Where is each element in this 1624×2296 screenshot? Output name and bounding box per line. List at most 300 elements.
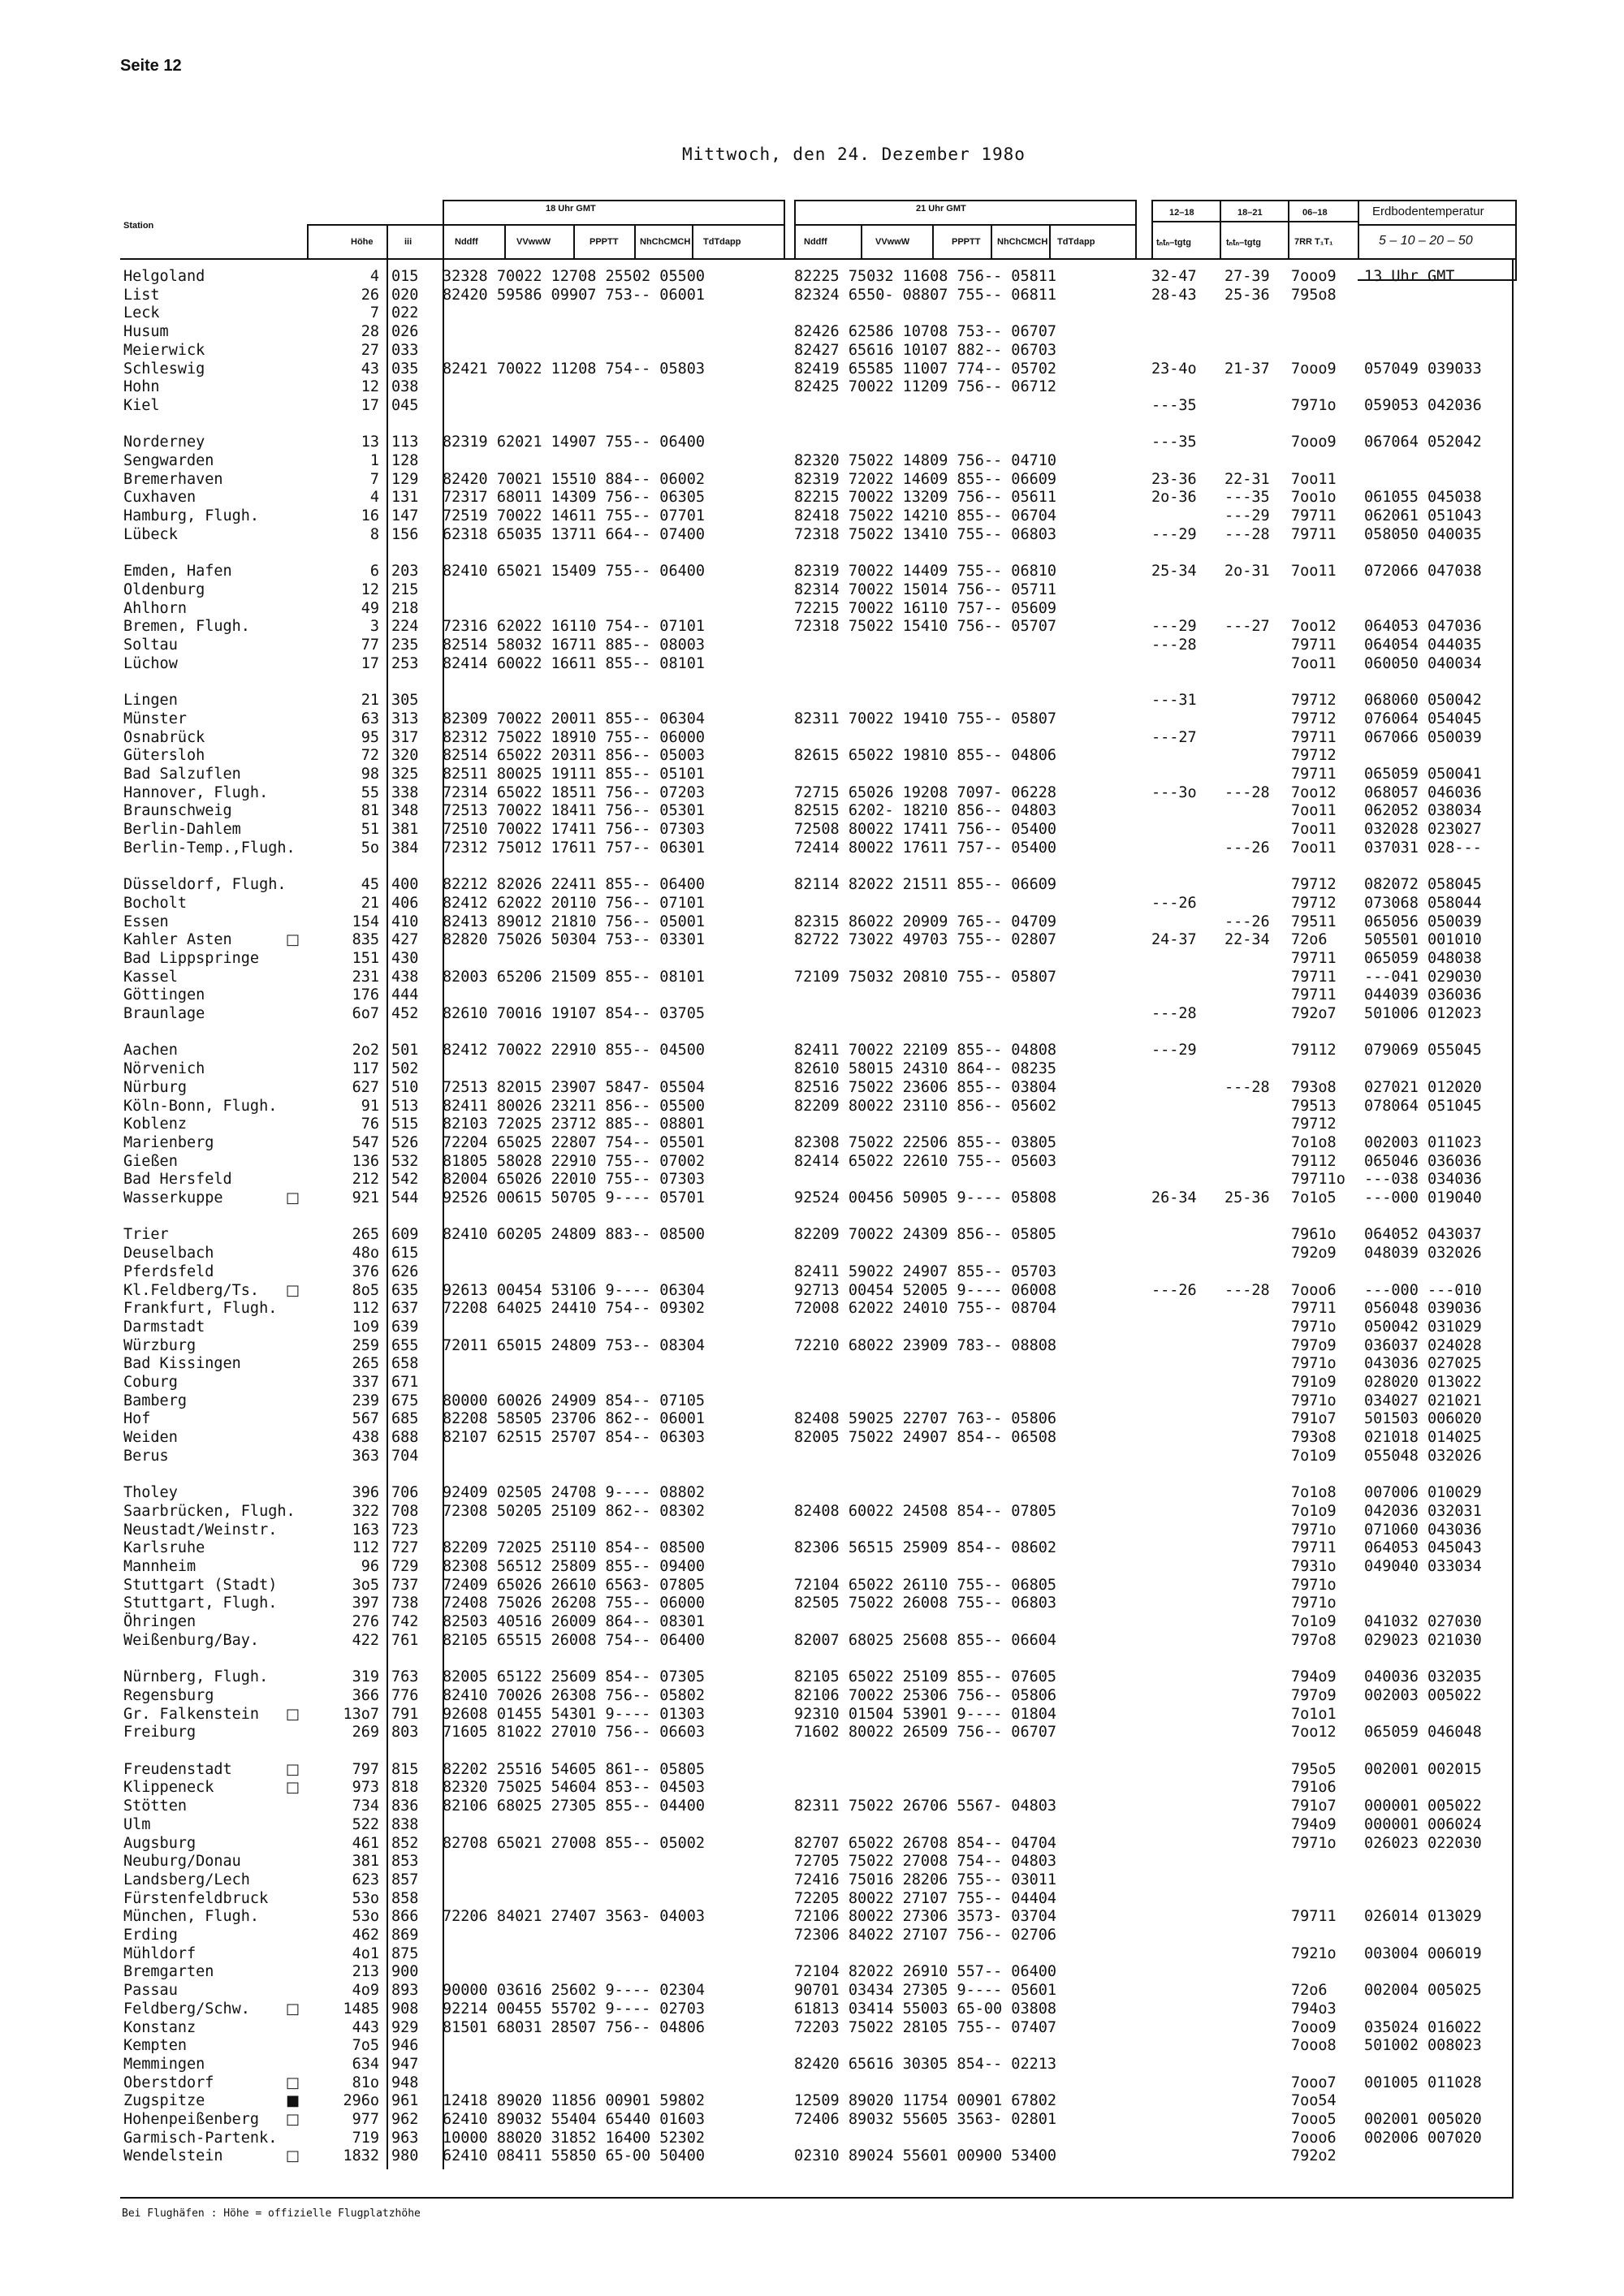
precip-06-18: 7o1o9: [1291, 1447, 1337, 1465]
precip-06-18: 7oo11: [1291, 839, 1337, 857]
obs-18-gmt: 32328 70022 12708 25502 05500: [443, 268, 706, 285]
station-name: Lübeck: [123, 525, 178, 543]
station-name: Oldenburg: [123, 580, 205, 598]
header-sub-06-18: 7RR T₁T₁: [1294, 237, 1333, 247]
obs-18-gmt: 72519 70022 14611 755-- 07701: [443, 507, 706, 525]
soil-temperature: 068060 050042: [1364, 692, 1482, 710]
obs-21-gmt: 72203 75022 28105 755-- 07407: [794, 2018, 1057, 2036]
station-number: 400: [391, 876, 419, 894]
temp-18-21: ---26: [1224, 839, 1270, 857]
soil-temperature: 037031 028---: [1364, 839, 1482, 857]
date-heading: Mittwoch, den 24. Dezember 198o: [682, 145, 1026, 164]
header-group-18: 18 Uhr GMT: [546, 204, 596, 214]
station-height: 1: [369, 452, 379, 469]
station-name: Kiel: [123, 396, 160, 414]
station-number: 708: [391, 1502, 419, 1520]
header-18-clouds: NhChCMCH: [640, 237, 691, 247]
station-name: Hohn: [123, 378, 160, 396]
station-height: 81o: [352, 2074, 379, 2091]
station-name: Trier: [123, 1226, 169, 1244]
rule: [784, 200, 785, 258]
obs-21-gmt: 92310 01504 53901 9---- 01804: [794, 1705, 1057, 1723]
station-number: 776: [391, 1686, 419, 1704]
station-name: List: [123, 286, 160, 304]
precip-06-18: 79712: [1291, 692, 1337, 710]
precip-06-18: 7971o: [1291, 1318, 1337, 1336]
station-number: 305: [391, 692, 419, 710]
rule: [932, 224, 934, 258]
temp-18-21: ---35: [1224, 489, 1270, 507]
station-height: 239: [352, 1392, 379, 1409]
station-name: Stuttgart (Stadt): [123, 1576, 278, 1594]
soil-temperature: 049040 033034: [1364, 1558, 1482, 1575]
obs-18-gmt: 92613 00454 53106 9---- 06304: [443, 1281, 706, 1299]
obs-21-gmt: 82315 86022 20909 765-- 04709: [794, 913, 1057, 930]
rule: [1049, 224, 1051, 258]
station-number: 235: [391, 637, 419, 654]
precip-06-18: 7971o: [1291, 1834, 1337, 1852]
station-name: Marienberg: [123, 1133, 214, 1151]
obs-21-gmt: 82408 59025 22707 763-- 05806: [794, 1410, 1057, 1428]
rule: [794, 200, 1135, 201]
obs-18-gmt: 12418 89020 11856 00901 59802: [443, 2092, 706, 2110]
rule: [443, 258, 444, 2169]
soil-temperature: 000001 005022: [1364, 1798, 1482, 1815]
mountain-station-marker: □: [286, 931, 300, 949]
station-height: 212: [352, 1171, 379, 1189]
station-name: Hannover, Flugh.: [123, 783, 269, 801]
station-name: Deuselbach: [123, 1245, 214, 1262]
station-number: 869: [391, 1927, 419, 1944]
station-name: Mannheim: [123, 1558, 197, 1575]
soil-temperature: 002006 007020: [1364, 2129, 1482, 2147]
station-name: Garmisch-Partenk.: [123, 2129, 278, 2147]
obs-21-gmt: 72416 75016 28206 755-- 03011: [794, 1871, 1057, 1888]
station-number: 639: [391, 1318, 419, 1336]
station-number: 626: [391, 1262, 419, 1280]
precip-06-18: 7971o: [1291, 1392, 1337, 1409]
rule: [307, 224, 443, 226]
station-name: Nürnberg, Flugh.: [123, 1668, 269, 1686]
station-number: 853: [391, 1853, 419, 1871]
obs-18-gmt: 82410 70026 26308 756-- 05802: [443, 1686, 706, 1704]
station-height: 49: [361, 599, 379, 617]
station-name: Erding: [123, 1927, 178, 1944]
soil-temperature: 064054 044035: [1364, 637, 1482, 654]
obs-18-gmt: 82410 60205 24809 883-- 08500: [443, 1226, 706, 1244]
precip-06-18: 7ooo7: [1291, 2074, 1337, 2091]
precip-06-18: 7ooo9: [1291, 268, 1337, 285]
obs-18-gmt: 62410 08411 55850 65-00 50400: [443, 2147, 706, 2165]
precip-06-18: 791o9: [1291, 1374, 1337, 1391]
station-name: Öhringen: [123, 1613, 197, 1631]
precip-06-18: 7oo12: [1291, 1724, 1337, 1741]
station-height: 12: [361, 378, 379, 396]
obs-18-gmt: 92409 02505 24708 9---- 08802: [443, 1484, 706, 1502]
station-name: Hof: [123, 1410, 151, 1428]
station-height: 13o7: [343, 1705, 379, 1723]
obs-21-gmt: 82209 70022 24309 856-- 05805: [794, 1226, 1057, 1244]
station-name: Nörvenich: [123, 1060, 205, 1078]
station-number: 637: [391, 1300, 419, 1318]
station-number: 513: [391, 1097, 419, 1115]
station-number: 430: [391, 949, 419, 967]
obs-21-gmt: 82311 70022 19410 755-- 05807: [794, 710, 1057, 727]
station-number: 156: [391, 525, 419, 543]
obs-18-gmt: 82107 62515 25707 854-- 06303: [443, 1429, 706, 1447]
station-height: 461: [352, 1834, 379, 1852]
precip-06-18: 7oo54: [1291, 2092, 1337, 2110]
precip-06-18: 79711: [1291, 637, 1337, 654]
precip-06-18: 795o5: [1291, 1760, 1337, 1778]
soil-temperature: 076064 054045: [1364, 710, 1482, 727]
station-number: 852: [391, 1834, 419, 1852]
soil-temperature: 040036 032035: [1364, 1668, 1482, 1686]
soil-temperature: 501503 006020: [1364, 1410, 1482, 1428]
station-number: 128: [391, 452, 419, 469]
station-number: 737: [391, 1576, 419, 1594]
precip-06-18: 793o8: [1291, 1429, 1337, 1447]
station-name: Bremerhaven: [123, 470, 223, 488]
station-number: 858: [391, 1889, 419, 1907]
soil-temperature: 007006 010029: [1364, 1484, 1482, 1502]
precip-06-18: 79711: [1291, 525, 1337, 543]
temp-18-21: 27-39: [1224, 268, 1270, 285]
station-height: 438: [352, 1429, 379, 1447]
obs-21-gmt: 82707 65022 26708 854-- 04704: [794, 1834, 1057, 1852]
precip-06-18: 794o9: [1291, 1815, 1337, 1833]
station-height: 17: [361, 396, 379, 414]
station-name: Ulm: [123, 1815, 151, 1833]
station-number: 900: [391, 1963, 419, 1981]
precip-06-18: 7oo11: [1291, 802, 1337, 820]
obs-21-gmt: 72705 75022 27008 754-- 04803: [794, 1853, 1057, 1871]
obs-18-gmt: 82412 70022 22910 855-- 04500: [443, 1042, 706, 1060]
station-height: 4o1: [352, 1944, 379, 1962]
station-number: 706: [391, 1484, 419, 1502]
precip-06-18: 79112: [1291, 1152, 1337, 1170]
soil-temperature: 13 Uhr GMT: [1364, 268, 1455, 285]
page-number: Seite 12: [120, 57, 182, 75]
rule: [692, 224, 693, 258]
temp-12-18: ---31: [1151, 692, 1197, 710]
precip-06-18: 79711: [1291, 507, 1337, 525]
precip-06-18: 7931o: [1291, 1558, 1337, 1575]
precip-06-18: 79711: [1291, 1300, 1337, 1318]
station-number: 317: [391, 728, 419, 746]
obs-18-gmt: 10000 88020 31852 16400 52302: [443, 2129, 706, 2147]
station-name: Düsseldorf, Flugh.: [123, 876, 287, 894]
precip-06-18: 7oo11: [1291, 470, 1337, 488]
obs-18-gmt: 92608 01455 54301 9---- 01303: [443, 1705, 706, 1723]
precip-06-18: 7o1o1: [1291, 1705, 1337, 1723]
station-number: 502: [391, 1060, 419, 1078]
station-height: 4o9: [352, 1982, 379, 2000]
station-number: 253: [391, 654, 419, 672]
station-number: 224: [391, 618, 419, 636]
station-number: 381: [391, 821, 419, 838]
station-name: Bremgarten: [123, 1963, 214, 1981]
station-height: 1485: [343, 2000, 379, 2018]
rule: [991, 224, 992, 258]
station-number: 427: [391, 931, 419, 949]
station-number: 723: [391, 1521, 419, 1539]
obs-18-gmt: 82412 62022 20110 756-- 07101: [443, 894, 706, 912]
station-name: Feldberg/Schw.: [123, 2000, 250, 2018]
header-soil-temp: Erdbodentemperatur: [1372, 205, 1484, 218]
station-name: Bad Hersfeld: [123, 1171, 232, 1189]
station-height: 26: [361, 286, 379, 304]
station-height: 6: [369, 563, 379, 580]
station-number: 452: [391, 1005, 419, 1022]
station-number: 685: [391, 1410, 419, 1428]
obs-21-gmt: 12509 89020 11754 00901 67802: [794, 2092, 1057, 2110]
obs-18-gmt: 82421 70022 11208 754-- 05803: [443, 360, 706, 378]
station-height: 136: [352, 1152, 379, 1170]
station-number: 609: [391, 1226, 419, 1244]
obs-18-gmt: 72011 65015 24809 753-- 08304: [443, 1336, 706, 1354]
station-name: Zugspitze: [123, 2092, 205, 2110]
station-name: Kahler Asten: [123, 931, 232, 949]
precip-06-18: 7961o: [1291, 1226, 1337, 1244]
obs-18-gmt: 82212 82026 22411 855-- 06400: [443, 876, 706, 894]
station-name: Bad Salzuflen: [123, 765, 241, 783]
station-height: 2o2: [352, 1042, 379, 1060]
soil-temperature: ---038 034036: [1364, 1171, 1482, 1189]
obs-21-gmt: 82314 70022 15014 756-- 05711: [794, 580, 1057, 598]
station-height: 8o5: [352, 1281, 379, 1299]
station-number: 615: [391, 1245, 419, 1262]
obs-18-gmt: 82820 75026 50304 753-- 03301: [443, 931, 706, 949]
obs-18-gmt: 92526 00615 50705 9---- 05701: [443, 1189, 706, 1206]
station-number: 948: [391, 2074, 419, 2091]
soil-temperature: 028020 013022: [1364, 1374, 1482, 1391]
obs-18-gmt: 82309 70022 20011 855-- 06304: [443, 710, 706, 727]
station-number: 026: [391, 323, 419, 341]
soil-temperature: 035024 016022: [1364, 2018, 1482, 2036]
obs-21-gmt: 82419 65585 11007 774-- 05702: [794, 360, 1057, 378]
station-name: Pferdsfeld: [123, 1262, 214, 1280]
precip-06-18: 7ooo6: [1291, 2129, 1337, 2147]
precip-06-18: 794o9: [1291, 1668, 1337, 1686]
obs-18-gmt: 72513 70022 18411 756-- 05301: [443, 802, 706, 820]
soil-temperature: 061055 045038: [1364, 489, 1482, 507]
rule: [443, 200, 444, 258]
station-height: 547: [352, 1133, 379, 1151]
footnote: Bei Flughäfen : Höhe = offizielle Flugplatzhöhe: [122, 2208, 421, 2220]
precip-06-18: 797o9: [1291, 1686, 1337, 1704]
precip-06-18: 79112: [1291, 1042, 1337, 1060]
mountain-station-marker: □: [286, 1189, 300, 1206]
station-name: Osnabrück: [123, 728, 205, 746]
station-height: 7: [369, 304, 379, 322]
rule: [443, 200, 784, 201]
obs-18-gmt: 92214 00455 55702 9---- 02703: [443, 2000, 706, 2018]
station-name: Kassel: [123, 968, 178, 986]
obs-18-gmt: 72510 70022 17411 756-- 07303: [443, 821, 706, 838]
soil-temperature: 073068 058044: [1364, 894, 1482, 912]
obs-18-gmt: 82420 70021 15510 884-- 06002: [443, 470, 706, 488]
obs-21-gmt: 82105 65022 25109 855-- 07605: [794, 1668, 1057, 1686]
station-number: 875: [391, 1944, 419, 1962]
soil-temperature: 002004 005025: [1364, 1982, 1482, 2000]
header-21-vvwww: VVwwW: [875, 237, 910, 247]
precip-06-18: 7ooo9: [1291, 434, 1337, 451]
soil-temperature: 002003 011023: [1364, 1133, 1482, 1151]
station-name: Darmstadt: [123, 1318, 205, 1336]
precip-06-18: 79711: [1291, 968, 1337, 986]
station-number: 438: [391, 968, 419, 986]
station-name: Köln-Bonn, Flugh.: [123, 1097, 278, 1115]
obs-21-gmt: 82427 65616 10107 882-- 06703: [794, 341, 1057, 359]
temp-12-18: 28-43: [1151, 286, 1197, 304]
precip-06-18: 7o1o5: [1291, 1189, 1337, 1206]
station-height: 51: [361, 821, 379, 838]
station-name: Passau: [123, 1982, 178, 2000]
temp-12-18: 23-36: [1151, 470, 1197, 488]
station-number: 147: [391, 507, 419, 525]
station-height: 296o: [343, 2092, 379, 2110]
precip-06-18: 7oo11: [1291, 654, 1337, 672]
temp-12-18: 32-47: [1151, 268, 1197, 285]
obs-21-gmt: 72715 65026 19208 7097- 06228: [794, 783, 1057, 801]
header-18-vvwww: VVwwW: [516, 237, 551, 247]
obs-18-gmt: 72409 65026 26610 6563- 07805: [443, 1576, 706, 1594]
station-name: Emden, Hafen: [123, 563, 232, 580]
station-name: Regensburg: [123, 1686, 214, 1704]
obs-18-gmt: 82503 40516 26009 864-- 08301: [443, 1613, 706, 1631]
station-height: 8: [369, 525, 379, 543]
station-name: Lingen: [123, 692, 178, 710]
station-name: Würzburg: [123, 1336, 197, 1354]
obs-21-gmt: 82722 73022 49703 755-- 02807: [794, 931, 1057, 949]
station-height: 43: [361, 360, 379, 378]
station-height: 921: [352, 1189, 379, 1206]
soil-temperature: 071060 043036: [1364, 1521, 1482, 1539]
mountain-station-marker: ■: [286, 2092, 300, 2110]
soil-temperature: 082072 058045: [1364, 876, 1482, 894]
station-height: 265: [352, 1226, 379, 1244]
obs-18-gmt: 72314 65022 18511 756-- 07203: [443, 783, 706, 801]
precip-06-18: 7oo12: [1291, 783, 1337, 801]
precip-06-18: 7oo11: [1291, 821, 1337, 838]
soil-temperature: 067064 052042: [1364, 434, 1482, 451]
rule: [634, 224, 636, 258]
temp-18-21: 22-34: [1224, 931, 1270, 949]
obs-21-gmt: 72318 75022 15410 756-- 05707: [794, 618, 1057, 636]
station-height: 835: [352, 931, 379, 949]
station-number: 510: [391, 1078, 419, 1096]
temp-12-18: ---3o: [1151, 783, 1197, 801]
station-height: 55: [361, 783, 379, 801]
station-name: Memmingen: [123, 2055, 205, 2073]
station-name: Landsberg/Lech: [123, 1871, 250, 1888]
station-number: 038: [391, 378, 419, 396]
station-name: Kempten: [123, 2037, 187, 2055]
station-number: 742: [391, 1613, 419, 1631]
station-number: 929: [391, 2018, 419, 2036]
obs-21-gmt: 82411 70022 22109 855-- 04808: [794, 1042, 1057, 1060]
obs-21-gmt: 82426 62586 10708 753-- 06707: [794, 323, 1057, 341]
station-name: Freudenstadt: [123, 1760, 232, 1778]
station-number: 763: [391, 1668, 419, 1686]
soil-temperature: 002003 005022: [1364, 1686, 1482, 1704]
obs-18-gmt: 72208 64025 24410 754-- 09302: [443, 1300, 706, 1318]
station-name: Coburg: [123, 1374, 178, 1391]
station-number: 022: [391, 304, 419, 322]
station-name: Mühldorf: [123, 1944, 197, 1962]
station-number: 313: [391, 710, 419, 727]
station-name: Weißenburg/Bay.: [123, 1631, 260, 1649]
soil-temperature: 067066 050039: [1364, 728, 1482, 746]
station-number: 962: [391, 2111, 419, 2128]
station-number: 542: [391, 1171, 419, 1189]
soil-temperature: 048039 032026: [1364, 1245, 1482, 1262]
station-name: Bocholt: [123, 894, 187, 912]
station-number: 045: [391, 396, 419, 414]
precip-06-18: 7ooo5: [1291, 2111, 1337, 2128]
station-height: 797: [352, 1760, 379, 1778]
station-name: Gütersloh: [123, 747, 205, 765]
station-height: 522: [352, 1815, 379, 1833]
obs-18-gmt: 72312 75012 17611 757-- 06301: [443, 839, 706, 857]
station-number: 544: [391, 1189, 419, 1206]
station-name: Helgoland: [123, 268, 205, 285]
station-height: 376: [352, 1262, 379, 1280]
station-name: Lüchow: [123, 654, 178, 672]
precip-06-18: 791o7: [1291, 1798, 1337, 1815]
soil-temperature: 026014 013029: [1364, 1908, 1482, 1926]
temp-12-18: ---29: [1151, 1042, 1197, 1060]
temp-18-21: ---29: [1224, 507, 1270, 525]
soil-temperature: 079069 055045: [1364, 1042, 1482, 1060]
obs-18-gmt: 72317 68011 14309 756-- 06305: [443, 489, 706, 507]
station-number: 218: [391, 599, 419, 617]
station-number: 444: [391, 986, 419, 1004]
obs-21-gmt: 90701 03434 27305 9---- 05601: [794, 1982, 1057, 2000]
precip-06-18: 79712: [1291, 894, 1337, 912]
station-number: 946: [391, 2037, 419, 2055]
precip-06-18: 7921o: [1291, 1944, 1337, 1962]
header-hoehe: Höhe: [351, 237, 374, 247]
station-height: 5o: [361, 839, 379, 857]
mountain-station-marker: □: [286, 2074, 300, 2091]
station-height: 17: [361, 654, 379, 672]
obs-18-gmt: 82514 58032 16711 885-- 08003: [443, 637, 706, 654]
obs-18-gmt: 72513 82015 23907 5847- 05504: [443, 1078, 706, 1096]
station-number: 838: [391, 1815, 419, 1833]
soil-temperature: 501006 012023: [1364, 1005, 1482, 1022]
obs-18-gmt: 62318 65035 13711 664-- 07400: [443, 525, 706, 543]
mountain-station-marker: □: [286, 2147, 300, 2165]
temp-18-21: 21-37: [1224, 360, 1270, 378]
header-18-tdtd: TdTdapp: [703, 237, 741, 247]
station-height: 112: [352, 1300, 379, 1318]
obs-18-gmt: 82005 65122 25609 854-- 07305: [443, 1668, 706, 1686]
rule: [1515, 200, 1517, 258]
station-name: Münster: [123, 710, 187, 727]
temp-12-18: ---28: [1151, 637, 1197, 654]
soil-temperature: ---000 019040: [1364, 1189, 1482, 1206]
station-number: 526: [391, 1133, 419, 1151]
station-height: 719: [352, 2129, 379, 2147]
station-number: 729: [391, 1558, 419, 1575]
precip-06-18: 797o9: [1291, 1336, 1337, 1354]
temp-18-21: 22-31: [1224, 470, 1270, 488]
obs-21-gmt: 72109 75032 20810 755-- 05807: [794, 968, 1057, 986]
station-height: 112: [352, 1539, 379, 1557]
obs-21-gmt: 82411 59022 24907 855-- 05703: [794, 1262, 1057, 1280]
